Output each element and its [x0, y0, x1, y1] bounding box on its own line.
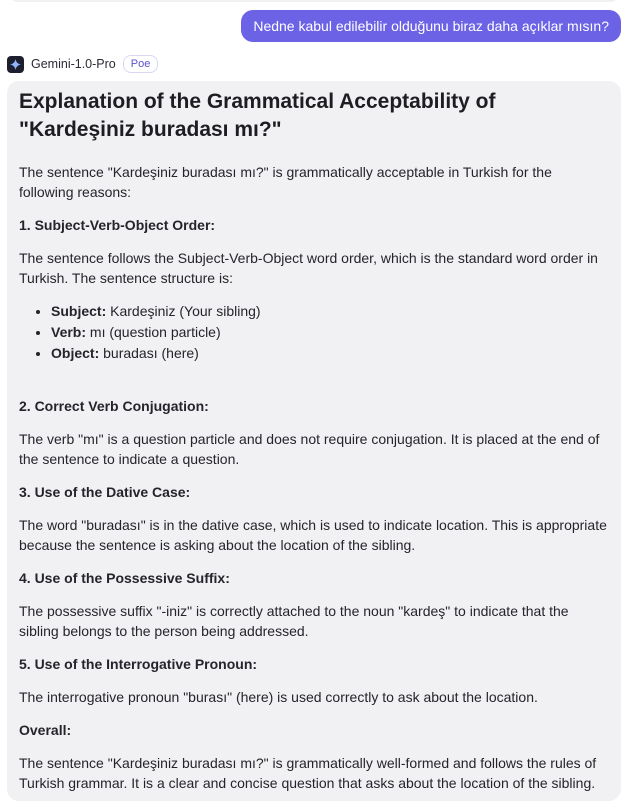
overall-heading: Overall: [19, 722, 72, 738]
structure-list [19, 301, 609, 363]
section-heading: 4. Use of the Possessive Suffix: [19, 570, 230, 586]
section-text: The possessive suffix "-iniz" is correctly attached to the noun "kardeş" to indicate that the sibling belongs to the person being addressed. [19, 603, 569, 639]
gemini-sparkle-icon[interactable] [7, 56, 24, 73]
section-text: The verb "mı" is a question particle and does not require conjugation. It is placed at the end of the sentence to indicate a question. [19, 431, 600, 467]
previous-message-edge [8, 0, 620, 2]
bot-header [7, 55, 158, 73]
bot-message-bubble [7, 81, 621, 801]
list-item-label: Subject: [51, 303, 107, 319]
list-item-text: buradası (here) [99, 345, 199, 361]
section-text: The word "buradası" is in the dative case, which is used to indicate location. This is appropriate because the sentence is asking about the location of the sibling. [19, 517, 607, 553]
section-heading: 3. Use of the Dative Case: [19, 484, 191, 500]
overall-text: The sentence "Kardeşiniz buradası mı?" is grammatically well-formed and follows the rules of Turkish grammar. It is a clear and concise question that asks about the location of the sibling. [19, 755, 597, 791]
list-item-text: Kardeşiniz (Your sibling) [106, 303, 261, 319]
answer-title: Explanation of the Grammatical Acceptability of "Kardeşiniz buradası mı?" [19, 90, 496, 141]
sparkle-glyph [10, 59, 21, 70]
section-text: The sentence follows the Subject-Verb-Object word order, which is the standard word order in Turkish. The sentence structure is: [19, 250, 598, 286]
section-heading: 1. Subject-Verb-Object Order: [19, 217, 216, 233]
list-item [51, 343, 609, 363]
section-heading: 2. Correct Verb Conjugation: [19, 398, 209, 414]
bot-name[interactable]: Gemini-1.0-Pro [31, 57, 116, 71]
poe-badge: Poe [123, 55, 159, 73]
bot-message-content [7, 81, 621, 793]
user-message-row [241, 10, 621, 42]
user-message-bubble: Nedne kabul edilebilir olduğunu biraz daha açıklar mısın? [241, 10, 621, 42]
list-item [51, 301, 609, 321]
list-item-text: mı (question particle) [86, 324, 221, 340]
list-item-label: Verb: [51, 324, 87, 340]
list-item [51, 322, 609, 342]
section-text: The interrogative pronoun "burası" (here) is used correctly to ask about the location. [19, 689, 538, 705]
section-heading: 5. Use of the Interrogative Pronoun: [19, 656, 258, 672]
list-item-label: Object: [51, 345, 100, 361]
answer-intro: The sentence "Kardeşiniz buradası mı?" is grammatically acceptable in Turkish for the following reasons: [19, 164, 552, 200]
